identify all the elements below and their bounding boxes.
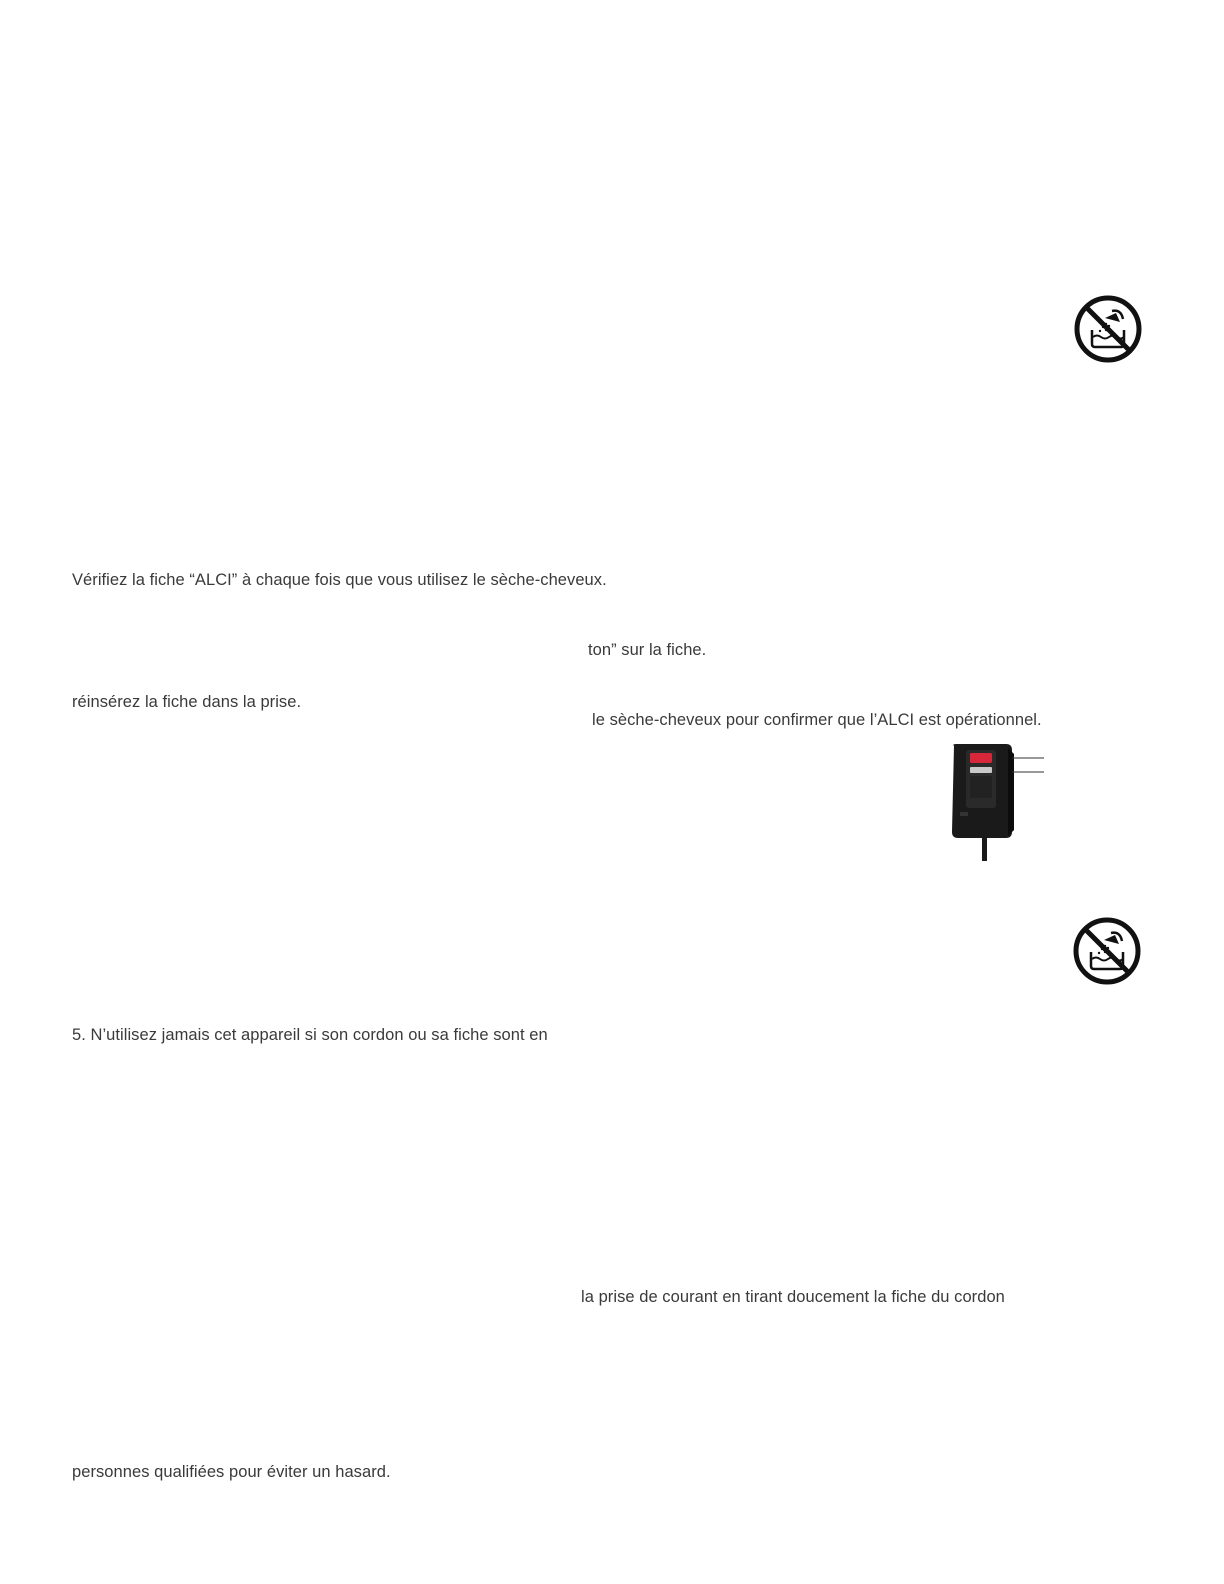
text-line-reinsert-plug: réinsérez la fiche dans la prise. xyxy=(72,693,302,711)
no-bath-shower-icon xyxy=(1072,293,1144,365)
text-line-unplug-cord: la prise de courant en tirant doucement la fiche du cordon xyxy=(581,1288,1005,1306)
text-line-button-on-plug: ton” sur la fiche. xyxy=(588,641,707,659)
alci-plug-icon xyxy=(940,740,1050,865)
text-line-confirm-alci: le sèche-cheveux pour confirmer que l’ALCI est opérationnel. xyxy=(592,711,1042,729)
no-bath-shower-icon xyxy=(1071,915,1143,987)
text-line-item-5: 5. N’utilisez jamais cet appareil si son cordon ou sa fiche sont en xyxy=(72,1026,548,1044)
text-line-qualified-persons: personnes qualifiées pour éviter un hasard. xyxy=(72,1463,391,1481)
text-line-verify-alci: Vérifiez la fiche “ALCI” à chaque fois que vous utilisez le sèche-cheveux. xyxy=(72,571,607,589)
